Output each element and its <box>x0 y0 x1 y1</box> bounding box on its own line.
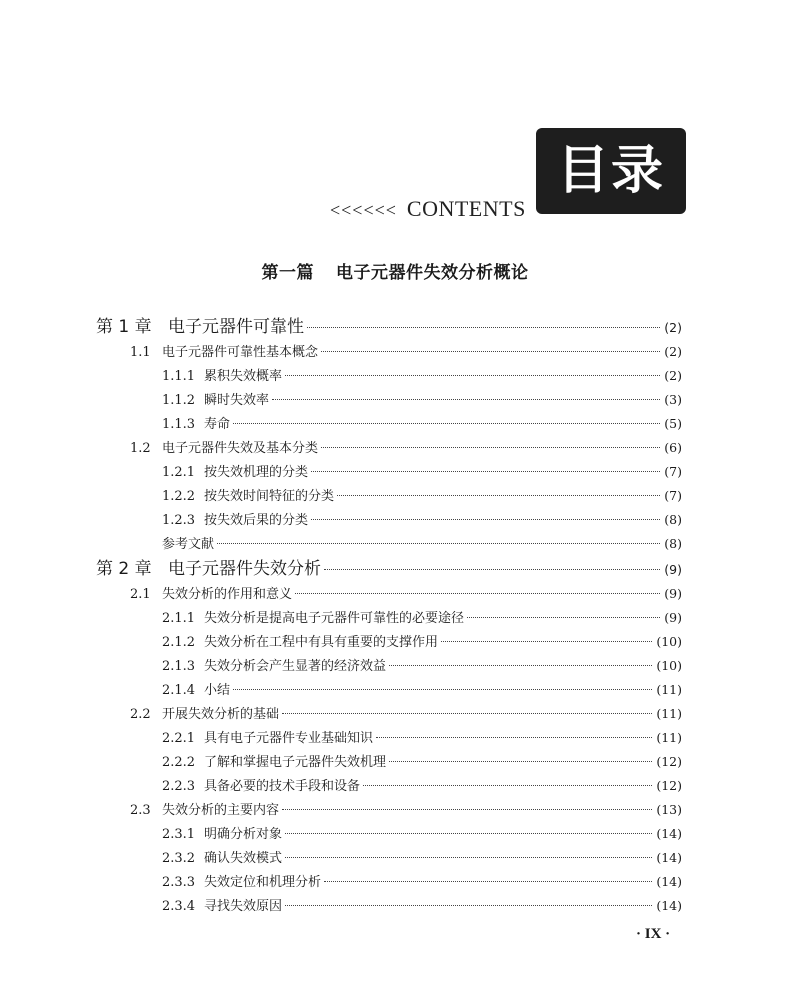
toc-entry-number: 2.2.2 <box>162 755 196 770</box>
toc-entry-page: (7) <box>664 488 682 503</box>
toc-entry-page: (14) <box>656 874 682 889</box>
toc-entry-title: 小结 <box>204 683 231 698</box>
toc-entry-page: (12) <box>656 778 682 793</box>
toc-entry-title: 累积失效概率 <box>204 369 283 384</box>
toc-entry-subsection <box>162 364 682 388</box>
toc-entry-title: 按失效机理的分类 <box>204 465 309 480</box>
toc-dot-leader <box>376 737 652 738</box>
toc-entry-title: 失效定位和机理分析 <box>204 875 322 890</box>
toc-entry-number: 2.2 <box>130 707 151 722</box>
toc-entry-page: (3) <box>664 392 682 407</box>
toc-entry-title: 电子元器件失效及基本分类 <box>162 441 319 456</box>
toc-entry-title: 具备必要的技术手段和设备 <box>204 779 361 794</box>
toc-entry-title: 电子元器件可靠性基本概念 <box>162 345 319 360</box>
toc-entry-number: 2.2.1 <box>162 731 196 746</box>
toc-entry-page: (9) <box>664 586 682 601</box>
toc-entry-title: 参考文献 <box>162 537 215 552</box>
toc-entry-number: 1.1.1 <box>162 369 196 384</box>
toc-entry-title: 失效分析是提高电子元器件可靠性的必要途径 <box>204 611 465 626</box>
toc-entry-title: 明确分析对象 <box>204 827 283 842</box>
toc-entry-number: 1.1.2 <box>162 393 196 408</box>
toc-entry-subsection <box>162 750 682 774</box>
page-number: · IX · <box>636 926 671 942</box>
toc-dot-leader <box>282 713 652 714</box>
toc-dot-leader <box>233 423 660 424</box>
toc-dot-leader <box>311 519 660 520</box>
toc-dot-leader <box>321 447 660 448</box>
toc-entry-number: 2.3.4 <box>162 899 196 914</box>
toc-entry-page: (6) <box>664 440 682 455</box>
toc-entry-number: 2.1.1 <box>162 611 196 626</box>
toc-entry-page: (14) <box>656 850 682 865</box>
toc-entry-number: 2.1.2 <box>162 635 196 650</box>
toc-entry-page: (2) <box>664 344 682 359</box>
toc-entry-subsection <box>162 412 682 436</box>
toc-entry-section <box>130 436 682 460</box>
toc-dot-leader <box>467 617 660 618</box>
toc-entry-title: 寿命 <box>204 417 231 432</box>
toc-entry-page: (11) <box>656 682 682 697</box>
toc-entry-number: 2.1.4 <box>162 683 196 698</box>
toc-entry-page: (9) <box>664 610 682 625</box>
toc-dot-leader <box>285 905 652 906</box>
toc-entry-page: (7) <box>664 464 682 479</box>
toc-entry-page: (12) <box>656 754 682 769</box>
toc-entry-page: (2) <box>664 320 682 335</box>
toc-dot-leader <box>295 593 660 594</box>
toc-dot-leader <box>285 833 652 834</box>
toc-entry-number: 1.2.1 <box>162 465 196 480</box>
toc-entry-page: (11) <box>656 706 682 721</box>
toc-entry-page: (9) <box>664 562 682 577</box>
toc-entry-title: 失效分析的主要内容 <box>162 803 280 818</box>
toc-entry-page: (13) <box>656 802 682 817</box>
toc-entry-title: 具有电子元器件专业基础知识 <box>204 731 374 746</box>
toc-entry-subsection <box>162 460 682 484</box>
toc-entry-title: 失效分析的作用和意义 <box>162 587 293 602</box>
toc-entry-number: 第 2 章 <box>96 559 152 579</box>
toc-entry-title: 失效分析会产生显著的经济效益 <box>204 659 387 674</box>
toc-title-box <box>536 128 686 214</box>
toc-entry-subsection <box>162 846 682 870</box>
toc-entry-subsection <box>162 484 682 508</box>
toc-entry-section <box>130 582 682 606</box>
toc-entry-page: (11) <box>656 730 682 745</box>
toc-dot-leader <box>324 881 652 882</box>
toc-dot-leader <box>389 761 652 762</box>
toc-entry-subsection <box>162 654 682 678</box>
toc-entry-page: (8) <box>664 512 682 527</box>
toc-entry-page: (2) <box>664 368 682 383</box>
toc-entry-subsection <box>162 726 682 750</box>
toc-entry-section <box>130 702 682 726</box>
toc-entry-title: 按失效时间特征的分类 <box>204 489 335 504</box>
toc-entry-subsection <box>162 774 682 798</box>
toc-entry-page: (10) <box>656 658 682 673</box>
toc-entry-page: (10) <box>656 634 682 649</box>
toc-entry-number: 1.2 <box>130 441 151 456</box>
toc-dot-leader <box>282 809 652 810</box>
toc-entry-title: 电子元器件可靠性 <box>168 317 304 337</box>
toc-entry-number: 2.1 <box>130 587 151 602</box>
toc-entry-title: 寻找失效原因 <box>204 899 283 914</box>
toc-entry-ref <box>162 532 682 556</box>
toc-entry-page: (14) <box>656 826 682 841</box>
contents-heading <box>330 196 526 222</box>
toc-entry-subsection <box>162 822 682 846</box>
toc-entry-title: 瞬时失效率 <box>204 393 270 408</box>
toc-entry-subsection <box>162 678 682 702</box>
toc-dot-leader <box>337 495 660 496</box>
toc-entry-number: 1.1 <box>130 345 151 360</box>
toc-entry-chapter <box>96 556 682 582</box>
toc-dot-leader <box>321 351 660 352</box>
toc-entry-number: 2.2.3 <box>162 779 196 794</box>
toc-dot-leader <box>285 375 660 376</box>
toc-entry-number: 2.3.2 <box>162 851 196 866</box>
toc-dot-leader <box>389 665 652 666</box>
toc-entry-number: 1.2.2 <box>162 489 196 504</box>
toc-title: 目录 <box>556 141 665 201</box>
toc-entry-subsection <box>162 870 682 894</box>
contents-arrows: <<<<<< <box>330 200 397 220</box>
toc-entry-number: 第 1 章 <box>96 317 152 337</box>
toc-entry-title: 失效分析在工程中有具有重要的支撑作用 <box>204 635 439 650</box>
toc-entry-section <box>130 340 682 364</box>
toc-entry-number: 1.2.3 <box>162 513 196 528</box>
toc-entry-subsection <box>162 894 682 918</box>
toc-entry-number: 2.3.1 <box>162 827 196 842</box>
toc-entry-chapter <box>96 314 682 340</box>
toc-entry-title: 开展失效分析的基础 <box>162 707 280 722</box>
toc-entry-title: 按失效后果的分类 <box>204 513 309 528</box>
toc-entry-title: 电子元器件失效分析 <box>168 559 321 579</box>
toc-entry-number: 2.3.3 <box>162 875 196 890</box>
toc-entry-subsection <box>162 606 682 630</box>
part-name: 电子元器件失效分析概论 <box>336 263 529 283</box>
toc-entry-page: (14) <box>656 898 682 913</box>
toc-dot-leader <box>285 857 652 858</box>
toc-entry-title: 了解和掌握电子元器件失效机理 <box>204 755 387 770</box>
part-number: 第一篇 <box>261 263 314 283</box>
toc-entry-title: 确认失效模式 <box>204 851 283 866</box>
toc-entry-page: (5) <box>664 416 682 431</box>
toc-dot-leader <box>272 399 660 400</box>
toc-entry-section <box>130 798 682 822</box>
toc-entry-number: 1.1.3 <box>162 417 196 432</box>
toc-dot-leader <box>311 471 660 472</box>
toc-entry-subsection <box>162 388 682 412</box>
toc-entry-subsection <box>162 630 682 654</box>
toc-dot-leader <box>441 641 652 642</box>
toc-dot-leader <box>307 327 660 328</box>
part-title <box>0 258 790 283</box>
toc-dot-leader <box>217 543 660 544</box>
toc-entry-number: 2.1.3 <box>162 659 196 674</box>
toc-dot-leader <box>363 785 652 786</box>
toc-entry-number: 2.3 <box>130 803 151 818</box>
toc-entry-subsection <box>162 508 682 532</box>
contents-word: CONTENTS <box>406 196 526 221</box>
toc-dot-leader <box>324 569 660 570</box>
toc-dot-leader <box>233 689 652 690</box>
toc-entry-page: (8) <box>664 536 682 551</box>
